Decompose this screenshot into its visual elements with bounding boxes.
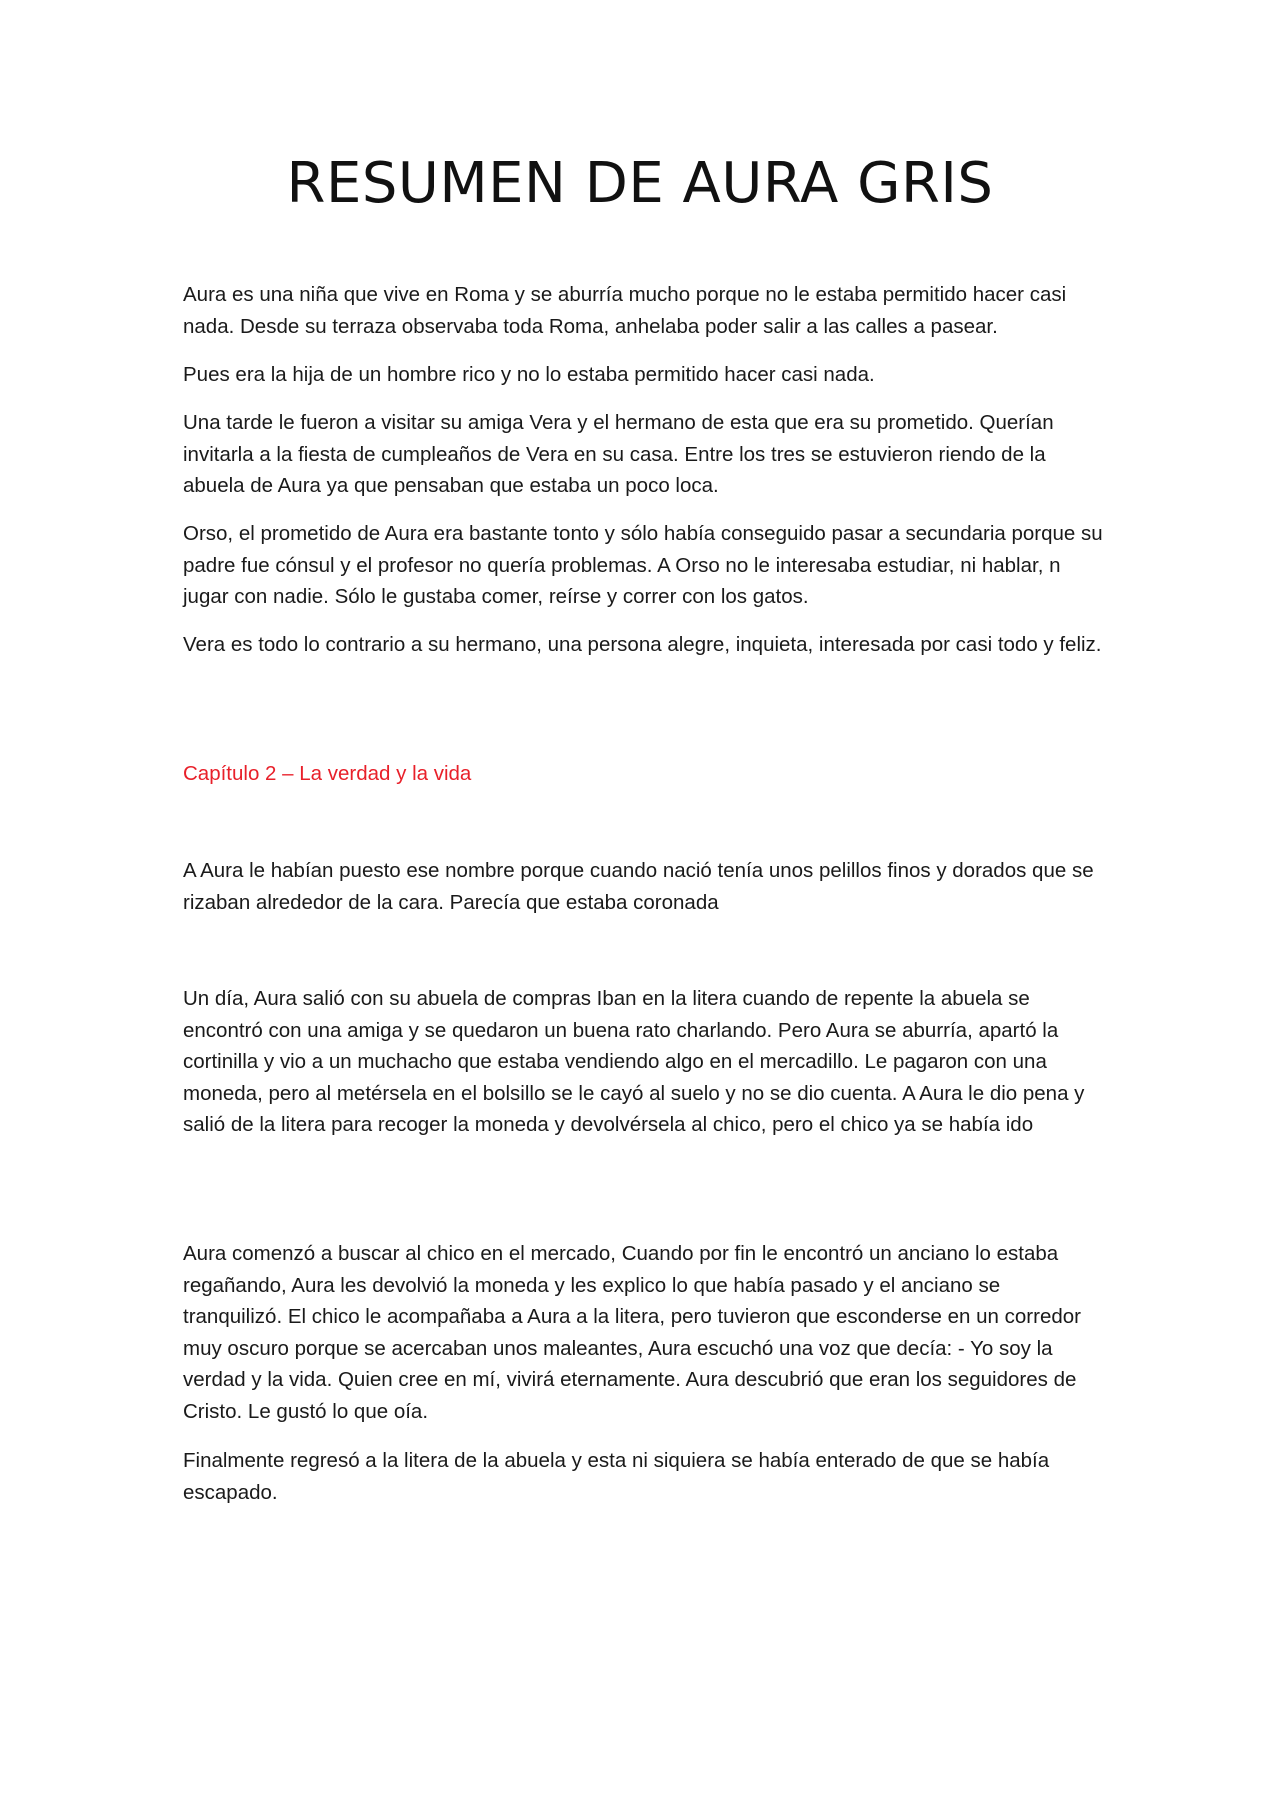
paragraph-market: Un día, Aura salió con su abuela de compras Iban en la litera cuando de repente la abuela se encontró con una amiga y se quedaron un buena rato charlando. Pero Aura se aburría, apartó la cortinilla y vio a un muchacho que estaba vendiendo algo en el mercadillo. Le pagaron con una moneda, pero al metérsela en el bolsillo se le cayó al suelo y no se dio cuenta. A Aura le dio pena y salió de la litera para recoger la moneda y devolvérsela al chico, pero el chico ya se había ido: [183, 987, 1085, 1136]
chapter-heading: Capítulo 2 – La verdad y la vida: [183, 762, 472, 785]
paragraph-vera: Vera es todo lo contrario a su hermano, una persona alegre, inquieta, interesada por casi todo y feliz.: [183, 633, 1102, 656]
paragraph-orso: Orso, el prometido de Aura era bastante tonto y sólo había conseguido pasar a secundaria porque su padre fue cónsul y el profesor no quería problemas. A Orso no le interesaba estudiar, ni hablar, n jugar con nadie. Sólo le gustaba comer, reírse y correr con los gatos.: [183, 522, 1103, 608]
paragraph-rich-father: Pues era la hija de un hombre rico y no lo estaba permitido hacer casi nada.: [183, 363, 875, 386]
paragraph-aura-name: A Aura le habían puesto ese nombre porque cuando nació tenía unos pelillos finos y dorados que se rizaban alrededor de la cara. Parecía que estaba coronada: [183, 859, 1094, 914]
paragraph-search: Aura comenzó a buscar al chico en el mercado, Cuando por fin le encontró un anciano lo estaba regañando, Aura les devolvió la moneda y les explico lo que había pasado y el anciano se tranquilizó. El chico le acompañaba a Aura a la litera, pero tuvieron que esconderse en un corredor muy oscuro porque se acercaban unos maleantes, Aura escuchó una voz que decía: - Yo soy la verdad y la vida. Quien cree en mí, vivirá eternamente. Aura descubrió que eran los seguidores de Cristo. Le gustó lo que oía.: [183, 1242, 1081, 1423]
paragraph-intro: Aura es una niña que vive en Roma y se aburría mucho porque no le estaba permitido hacer casi nada. Desde su terraza observaba toda Roma, anhelaba poder salir a las calles a pasear.: [183, 283, 1067, 338]
paragraph-ending: Finalmente regresó a la litera de la abuela y esta ni siquiera se había enterado de que se había escapado.: [183, 1449, 1050, 1504]
paragraph-vera-visit: Una tarde le fueron a visitar su amiga Vera y el hermano de esta que era su prometido. Querían invitarla a la fiesta de cumpleaños de Vera en su casa. Entre los tres se estuvieron riendo de la abuela de Aura ya que pensaban que estaba un poco loca.: [183, 411, 1054, 497]
document-title: RESUMEN DE AURA GRIS: [286, 151, 994, 216]
